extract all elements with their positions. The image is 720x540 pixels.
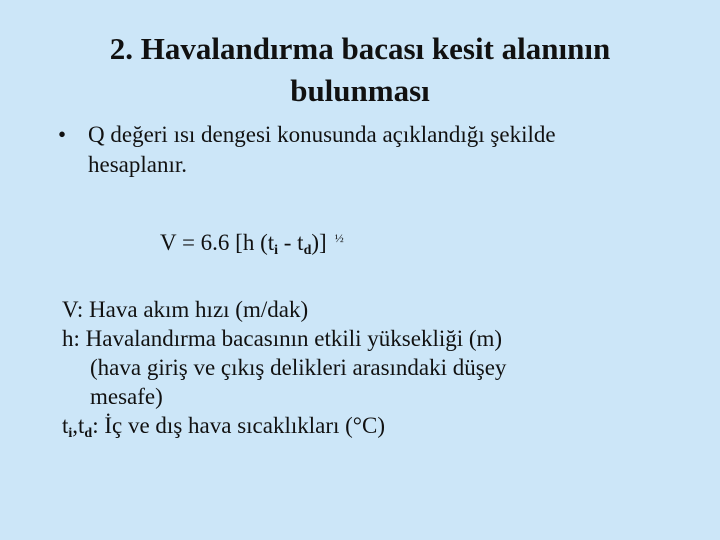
def-t-comma: ,t [72,413,85,438]
bullet-dot-icon: • [58,122,67,147]
def-t-pre: t [62,413,69,438]
bullet-text [88,120,678,180]
formula-sub-d: d [303,243,312,258]
formula-post: )] [311,230,327,255]
def-t-sub-d: d [84,426,93,441]
def-t [62,411,682,448]
def-t-sub-i: i [68,426,73,441]
formula-pre: V = 6.6 [h (t [160,230,275,255]
slide-title [40,28,680,112]
def-v: V: Hava akım hızı (m/dak) [62,297,309,322]
def-h-cont-1: (hava giriş ve çıkış delikleri arasındaki düşey [90,355,507,380]
title-line-1: 2. Havalandırma bacası kesit alanının [109,31,611,66]
formula-mid: - t [278,230,304,255]
def-t-rest: : İç ve dış hava sıcaklıkları (°C) [92,413,385,438]
definitions [62,295,682,448]
formula [160,223,344,266]
formula-sub-i: i [274,243,279,258]
def-h: h: Havalandırma bacasının etkili yüksekliği (m) [62,326,503,351]
bullet-line-1: Q değeri ısı dengesi konusunda açıklandığı şekilde [88,122,556,147]
formula-exponent: ½ [334,231,344,245]
title-line-2: bulunması [290,73,430,108]
def-h-cont-2: mesafe) [90,384,163,409]
bullet-line-2: hesaplanır. [88,152,187,177]
